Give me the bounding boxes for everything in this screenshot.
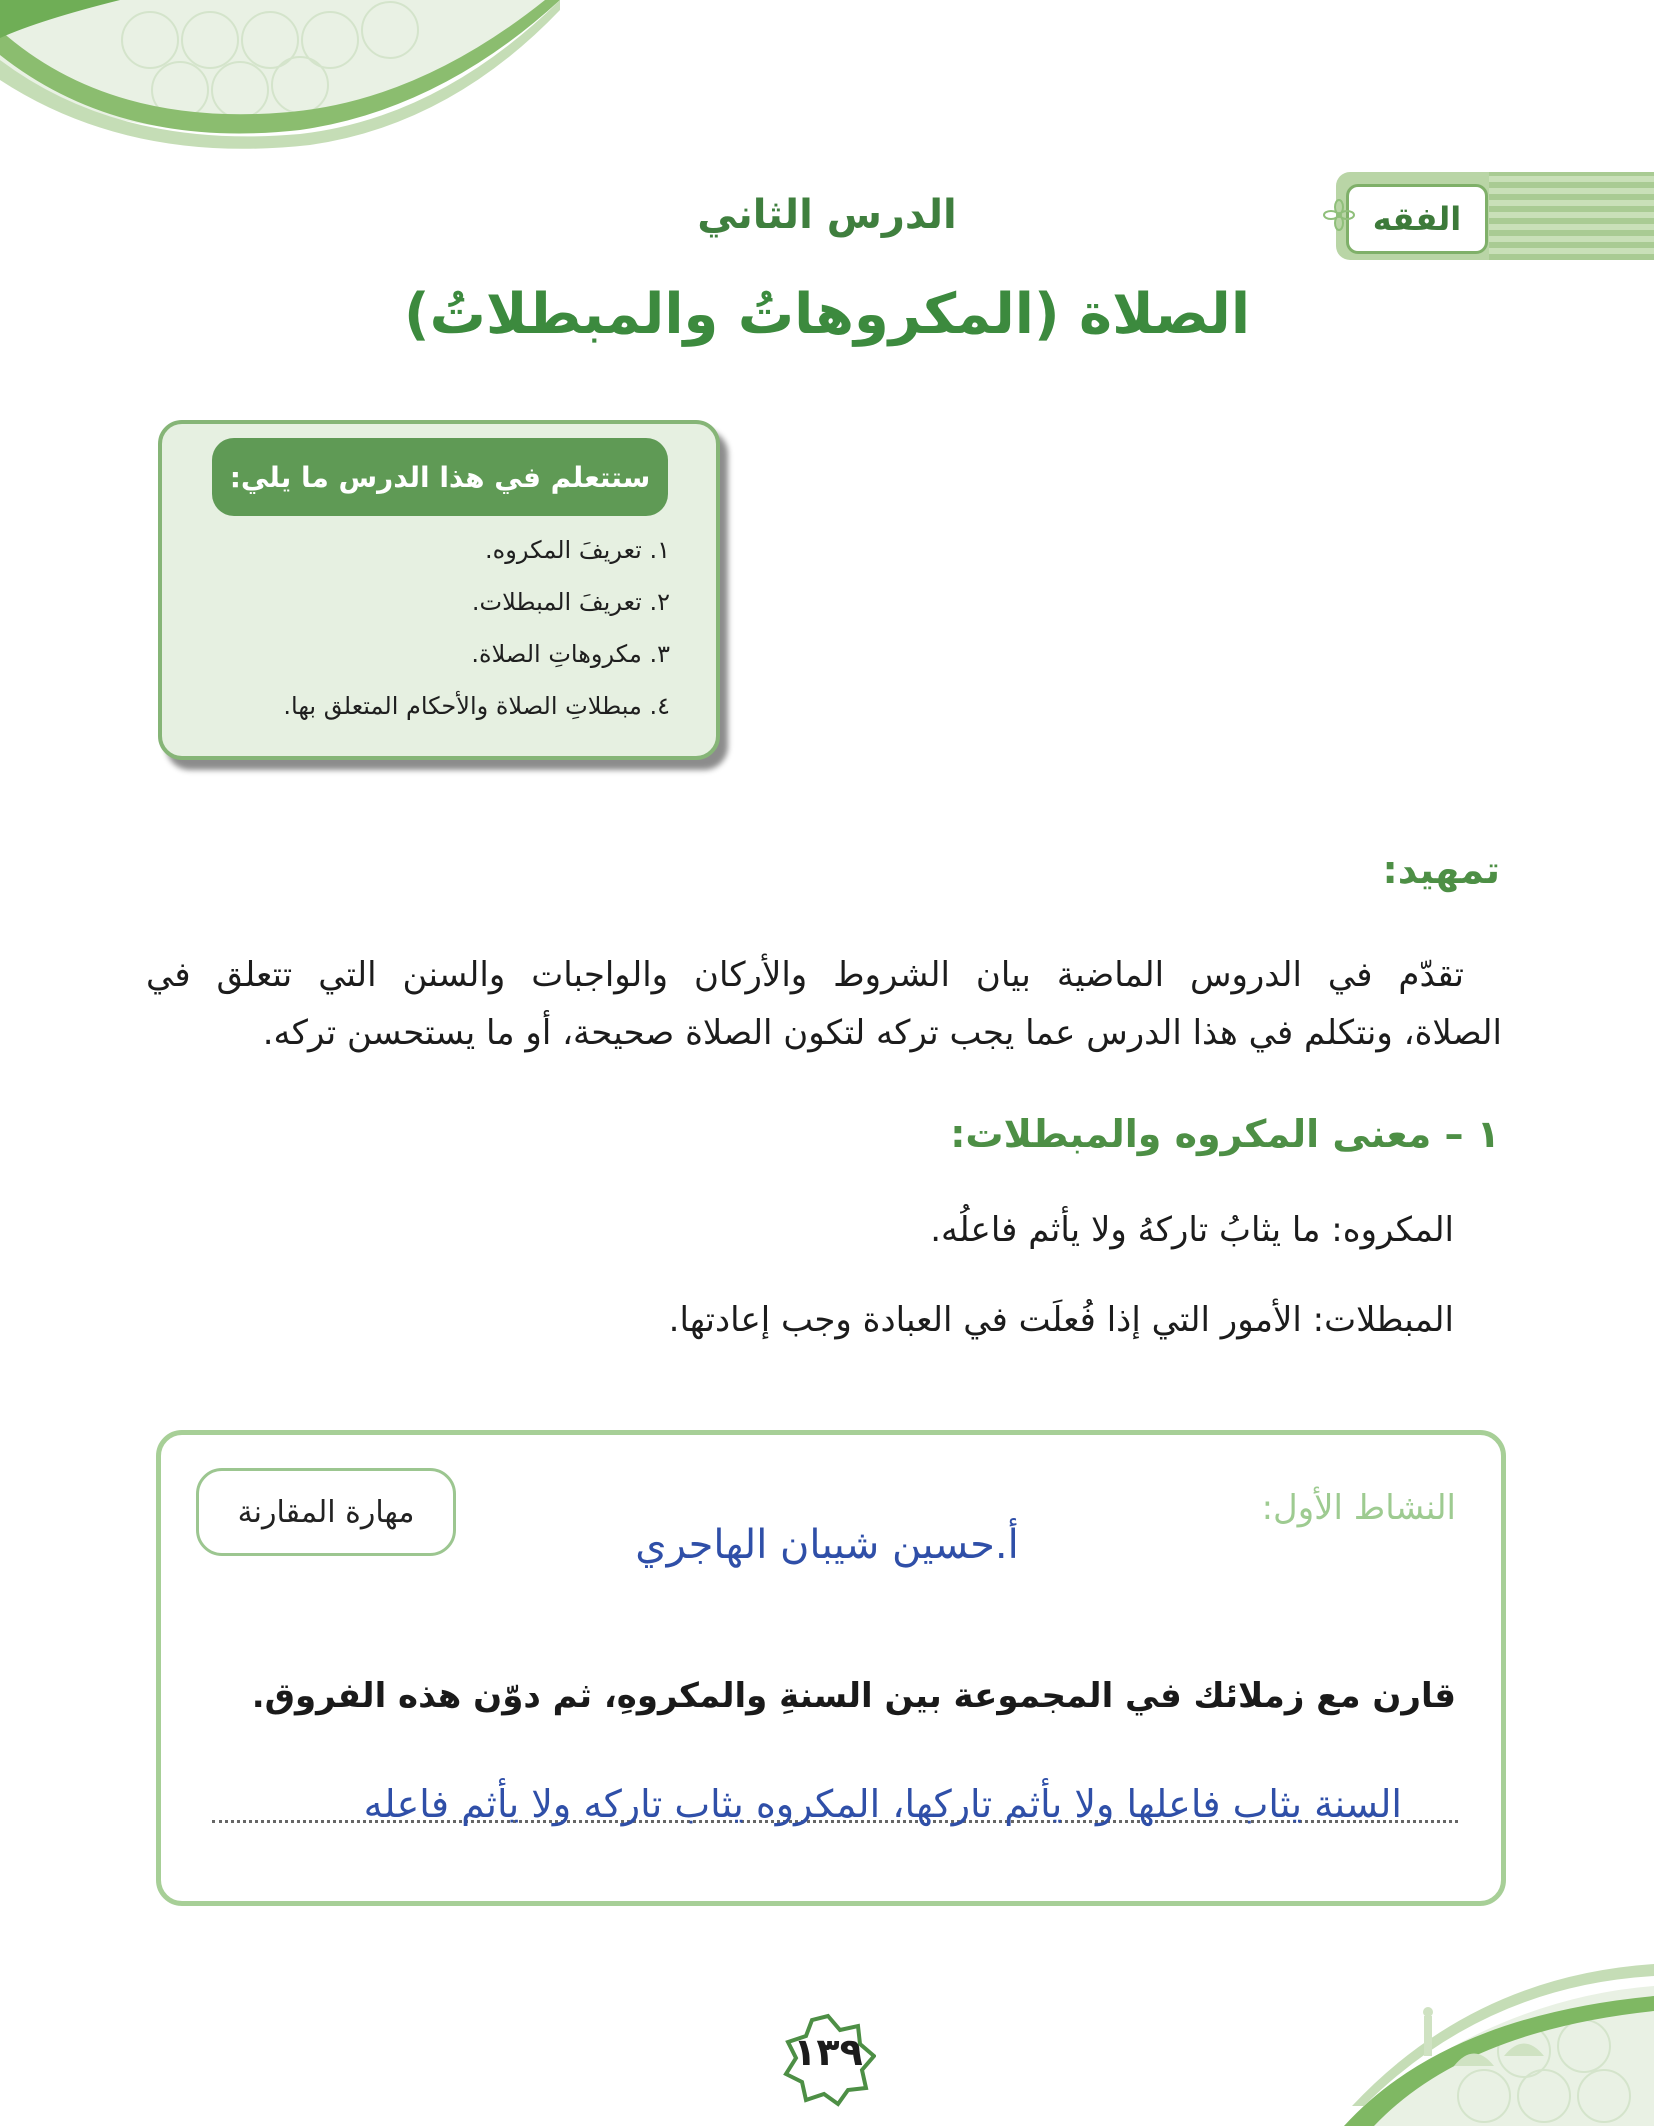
intro-line-1: تقدّم في الدروس الماضية بيان الشروط والأركان والواجبات والسنن التي تتعلق في xyxy=(146,955,1464,995)
handwritten-author: أ.حسين شيبان الهاجري xyxy=(635,1522,1019,1568)
activity-task: قارن مع زملائك في المجموعة بين السنةِ والمكروهِ، ثم دوّن هذه الفروق. xyxy=(251,1676,1456,1716)
definition-makruh: المكروه: ما يثابُ تاركهُ ولا يأثم فاعلُه. xyxy=(930,1210,1454,1250)
section-heading: ١ – معنى المكروه والمبطلات: xyxy=(950,1112,1500,1156)
skill-badge: مهارة المقارنة xyxy=(196,1468,456,1556)
objective-item: ٣. مكروهاتِ الصلاة. xyxy=(471,640,670,668)
top-corner-decoration xyxy=(0,0,560,160)
activity-label: النشاط الأول: xyxy=(1261,1488,1456,1528)
intro-heading: تمهيد: xyxy=(1382,848,1500,892)
page-number: ١٣٩ xyxy=(793,2030,863,2074)
lesson-number: الدرس الثاني xyxy=(697,192,957,238)
objective-item: ١. تعريفَ المكروه. xyxy=(485,536,670,564)
definition-mubtilat: المبطلات: الأمور التي إذا فُعلَت في العبادة وجب إعادتها. xyxy=(668,1300,1454,1340)
intro-line-2: الصلاة، ونتكلم في هذا الدرس عما يجب تركه لتكون الصلاة صحيحة، أو ما يستحسن تركه. xyxy=(262,1013,1502,1053)
handwritten-answer[interactable]: السنة يثاب فاعلها ولا يأثم تاركها، المكروه يثاب تاركه ولا يأثم فاعله xyxy=(363,1782,1402,1826)
lesson-title: الصلاة (المكروهاتُ والمبطلاتُ) xyxy=(403,282,1251,347)
bottom-corner-decoration xyxy=(1224,1956,1654,2126)
objectives-heading: ستتعلم في هذا الدرس ما يلي: xyxy=(212,438,668,516)
subject-label: الفقه xyxy=(1346,184,1488,254)
objective-item: ٤. مبطلاتِ الصلاة والأحكام المتعلق بها. xyxy=(283,692,670,720)
objective-item: ٢. تعريفَ المبطلات. xyxy=(471,588,670,616)
objectives-list xyxy=(230,524,670,732)
intro-paragraph xyxy=(146,946,1502,1062)
